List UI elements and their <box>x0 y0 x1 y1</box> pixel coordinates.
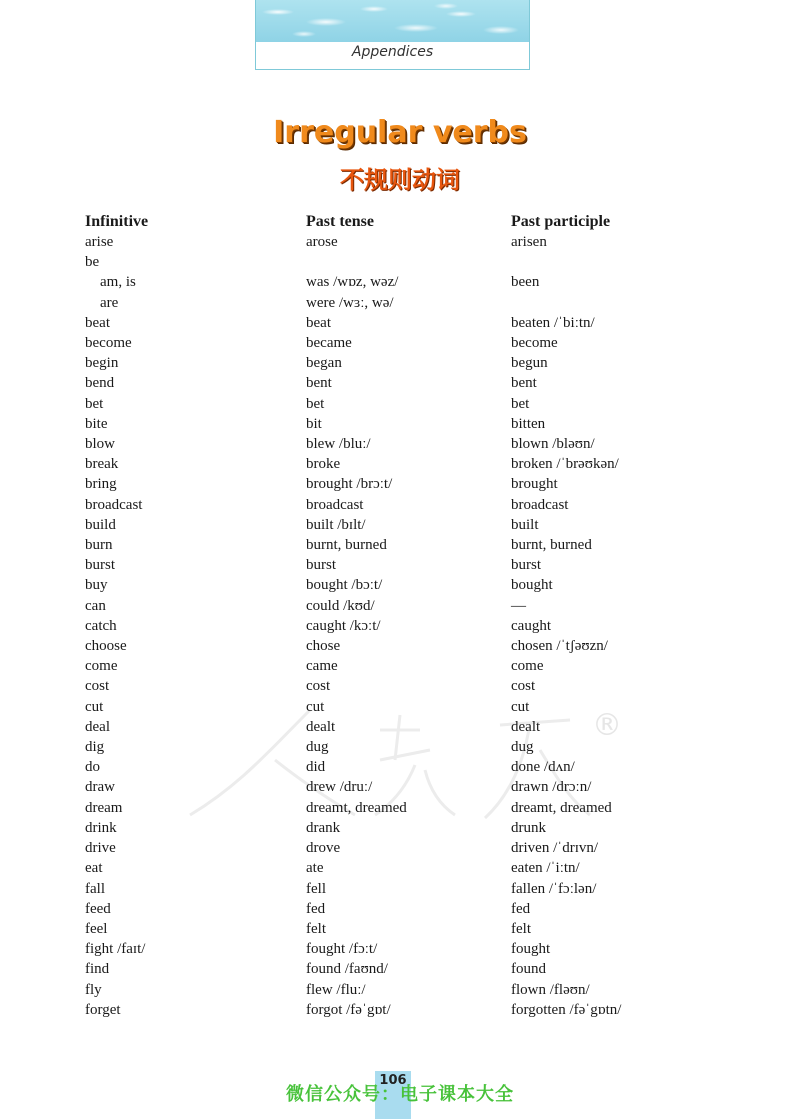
table-row <box>85 636 711 656</box>
table-row <box>85 676 711 696</box>
table-row <box>85 373 711 393</box>
cell-past-participle: been <box>511 274 540 291</box>
cell-past-participle: caught <box>511 617 551 634</box>
table-row <box>85 272 711 292</box>
cell-past-participle: fallen /ˈfɔːlən/ <box>511 880 597 897</box>
cell-past-tense: dealt <box>306 718 336 735</box>
table-row <box>85 252 711 272</box>
cell-past-participle: felt <box>511 920 531 937</box>
cell-past-tense: was /wɒz, wəz/ <box>306 274 399 291</box>
cell-infinitive: fly <box>85 981 102 998</box>
cell-past-participle: beaten /ˈbiːtn/ <box>511 314 595 331</box>
cell-past-participle: blown /bləʊn/ <box>511 436 595 453</box>
cell-past-participle: drawn /drɔːn/ <box>511 779 592 796</box>
footer-watermark: 微信公众号：电子课本大全 <box>286 1084 514 1105</box>
cell-past-participle: fought <box>511 941 551 958</box>
cell-past-tense: began <box>306 355 342 372</box>
cell-infinitive: buy <box>85 577 108 594</box>
cell-past-participle: built <box>511 516 539 533</box>
cell-past-tense: flew /fluː/ <box>306 981 366 998</box>
cell-past-tense: did <box>306 759 326 776</box>
cell-infinitive: are <box>100 294 119 311</box>
table-row <box>85 899 711 919</box>
table-row <box>85 777 711 797</box>
column-header-past-tense: Past tense <box>306 213 374 230</box>
cell-past-tense: bit <box>306 415 322 432</box>
cell-past-participle: broken /ˈbrəʊkən/ <box>511 456 619 473</box>
cell-infinitive: can <box>85 597 106 614</box>
table-row <box>85 535 711 555</box>
cell-infinitive: begin <box>85 355 119 372</box>
cell-past-tense: dreamt, dreamed <box>306 799 407 816</box>
table-row <box>85 980 711 1000</box>
cell-past-participle: bitten <box>511 415 546 432</box>
cell-infinitive: feel <box>85 920 108 937</box>
cell-past-tense: arose <box>306 234 338 250</box>
appendices-banner <box>255 0 530 70</box>
table-row <box>85 838 711 858</box>
table-row <box>85 333 711 353</box>
cell-past-participle: drunk <box>511 819 546 836</box>
cell-infinitive: am, is <box>100 274 136 291</box>
table-row <box>85 616 711 636</box>
cell-past-participle: arisen <box>511 234 547 250</box>
cell-past-tense: found /faʊnd/ <box>306 961 388 978</box>
cell-infinitive: bend <box>85 375 115 392</box>
cell-past-participle: eaten /ˈiːtn/ <box>511 860 580 877</box>
cell-infinitive: fall <box>85 880 105 897</box>
cell-past-participle: flown /fləʊn/ <box>511 981 590 998</box>
table-row <box>85 717 711 737</box>
cell-past-participle: become <box>511 335 558 352</box>
page-title: Irregular verbs <box>273 115 527 150</box>
cell-past-tense: drove <box>306 840 341 857</box>
cell-past-participle: chosen /ˈtʃəʊzn/ <box>511 638 608 655</box>
cell-past-participle <box>511 252 711 272</box>
table-row <box>85 939 711 959</box>
table-row <box>85 232 711 252</box>
cell-infinitive: bring <box>85 476 117 493</box>
cell-infinitive: fight /faɪt/ <box>85 941 146 958</box>
column-header-past-participle: Past participle <box>511 213 611 230</box>
cell-infinitive: come <box>85 658 118 675</box>
cell-infinitive: draw <box>85 779 115 796</box>
cell-past-tense: could /kʊd/ <box>306 597 375 614</box>
cell-past-tense: fought /fɔːt/ <box>306 941 378 958</box>
cell-past-tense: dug <box>306 739 329 756</box>
cell-past-participle: cut <box>511 698 530 715</box>
cell-past-participle: begun <box>511 355 548 372</box>
cell-past-tense: drew /druː/ <box>306 779 373 796</box>
cell-past-participle: found <box>511 961 546 978</box>
banner-sky-image <box>256 0 529 42</box>
cell-past-tense: beat <box>306 314 331 331</box>
cell-past-participle: fed <box>511 900 531 917</box>
cell-infinitive: eat <box>85 860 103 877</box>
column-header-infinitive: Infinitive <box>85 213 149 230</box>
cell-infinitive: dig <box>85 739 105 756</box>
cell-past-tense: became <box>306 335 352 352</box>
cell-infinitive: cut <box>85 698 104 715</box>
table-row <box>85 818 711 838</box>
cell-infinitive: blow <box>85 436 115 453</box>
table-row <box>85 1000 711 1020</box>
table-row <box>85 959 711 979</box>
page-subtitle: 不规则动词 <box>340 166 460 194</box>
cell-past-tense: cut <box>306 698 325 715</box>
cell-past-tense: caught /kɔːt/ <box>306 617 381 634</box>
cell-past-participle: dealt <box>511 718 541 735</box>
cell-past-tense: forgot /fəˈgɒt/ <box>306 1001 391 1018</box>
cell-infinitive: find <box>85 961 110 978</box>
table-row <box>85 454 711 474</box>
cell-past-participle: driven /ˈdrɪvn/ <box>511 840 599 857</box>
table-row <box>85 474 711 494</box>
cell-past-tense: built /bɪlt/ <box>306 516 366 533</box>
cell-past-participle: brought <box>511 476 558 493</box>
cell-past-tense: ate <box>306 860 324 877</box>
table-row <box>85 414 711 434</box>
table-row <box>85 313 711 333</box>
cell-infinitive: broadcast <box>85 496 143 513</box>
cell-infinitive: become <box>85 335 132 352</box>
cell-past-participle: broadcast <box>511 496 569 513</box>
cell-past-participle: done /dʌn/ <box>511 759 575 776</box>
cell-infinitive: do <box>85 759 100 776</box>
table-row <box>85 858 711 878</box>
table-row <box>85 919 711 939</box>
cell-infinitive: be <box>85 254 100 271</box>
irregular-verbs-table <box>85 212 711 1020</box>
cell-past-participle: bet <box>511 395 530 412</box>
table-row <box>85 293 711 313</box>
table-row <box>85 575 711 595</box>
cell-infinitive: deal <box>85 718 110 735</box>
table-row <box>85 353 711 373</box>
cell-past-tense: felt <box>306 920 326 937</box>
cell-past-participle: burst <box>511 557 541 574</box>
table-row <box>85 555 711 575</box>
table-row <box>85 798 711 818</box>
section-label: Appendices <box>351 44 434 60</box>
cell-past-participle: come <box>511 658 544 675</box>
cell-past-tense: burnt, burned <box>306 537 387 554</box>
cell-past-participle: bent <box>511 375 537 392</box>
cell-past-tense: came <box>306 658 338 675</box>
cell-past-participle <box>511 293 711 313</box>
cell-past-tense <box>306 252 511 272</box>
table-row <box>85 515 711 535</box>
cell-past-tense: drank <box>306 819 341 836</box>
cell-past-participle: bought <box>511 577 553 594</box>
cell-infinitive: dream <box>85 799 123 816</box>
table-row <box>85 656 711 676</box>
table-header-row <box>85 212 711 232</box>
table-row <box>85 596 711 616</box>
cell-infinitive: bet <box>85 395 104 412</box>
cell-infinitive: feed <box>85 900 111 917</box>
cell-past-tense: brought /brɔːt/ <box>306 476 393 493</box>
cell-infinitive: drink <box>85 819 117 836</box>
cell-past-tense: fed <box>306 900 326 917</box>
cell-infinitive: build <box>85 516 116 533</box>
cell-infinitive: catch <box>85 617 117 634</box>
cell-infinitive: burn <box>85 537 113 554</box>
cell-past-tense: fell <box>306 880 326 897</box>
cell-infinitive: burst <box>85 557 115 574</box>
page-number: 106 <box>379 1073 407 1088</box>
cell-past-participle: dreamt, dreamed <box>511 799 612 816</box>
cell-past-tense: bent <box>306 375 332 392</box>
cell-infinitive: choose <box>85 638 127 655</box>
table-row <box>85 757 711 777</box>
cell-infinitive: cost <box>85 678 110 695</box>
cell-past-tense: cost <box>306 678 331 695</box>
cell-past-participle: cost <box>511 678 536 695</box>
cell-infinitive: forget <box>85 1001 121 1018</box>
cell-past-tense: broke <box>306 456 341 473</box>
cell-past-participle: — <box>511 597 526 614</box>
cell-infinitive: arise <box>85 234 114 250</box>
cell-past-tense: broadcast <box>306 496 364 513</box>
cell-past-tense: blew /bluː/ <box>306 436 371 453</box>
table-row <box>85 434 711 454</box>
cell-past-tense: bought /bɔːt/ <box>306 577 383 594</box>
cell-past-participle: burnt, burned <box>511 537 592 554</box>
table-row <box>85 495 711 515</box>
cell-past-tense: chose <box>306 638 341 655</box>
registered-mark: ® <box>592 708 622 743</box>
cell-infinitive: drive <box>85 840 116 857</box>
table-row <box>85 697 711 717</box>
cell-past-tense: burst <box>306 557 336 574</box>
cell-infinitive: beat <box>85 314 110 331</box>
cell-past-tense: were /wɜː, wə/ <box>306 294 394 311</box>
cell-past-participle: dug <box>511 739 534 756</box>
table-row <box>85 737 711 757</box>
cell-infinitive: break <box>85 456 119 473</box>
cell-past-tense: bet <box>306 395 325 412</box>
table-row <box>85 394 711 414</box>
cell-infinitive: bite <box>85 415 108 432</box>
cell-past-participle: forgotten /fəˈgɒtn/ <box>511 1001 622 1018</box>
table-row <box>85 879 711 899</box>
